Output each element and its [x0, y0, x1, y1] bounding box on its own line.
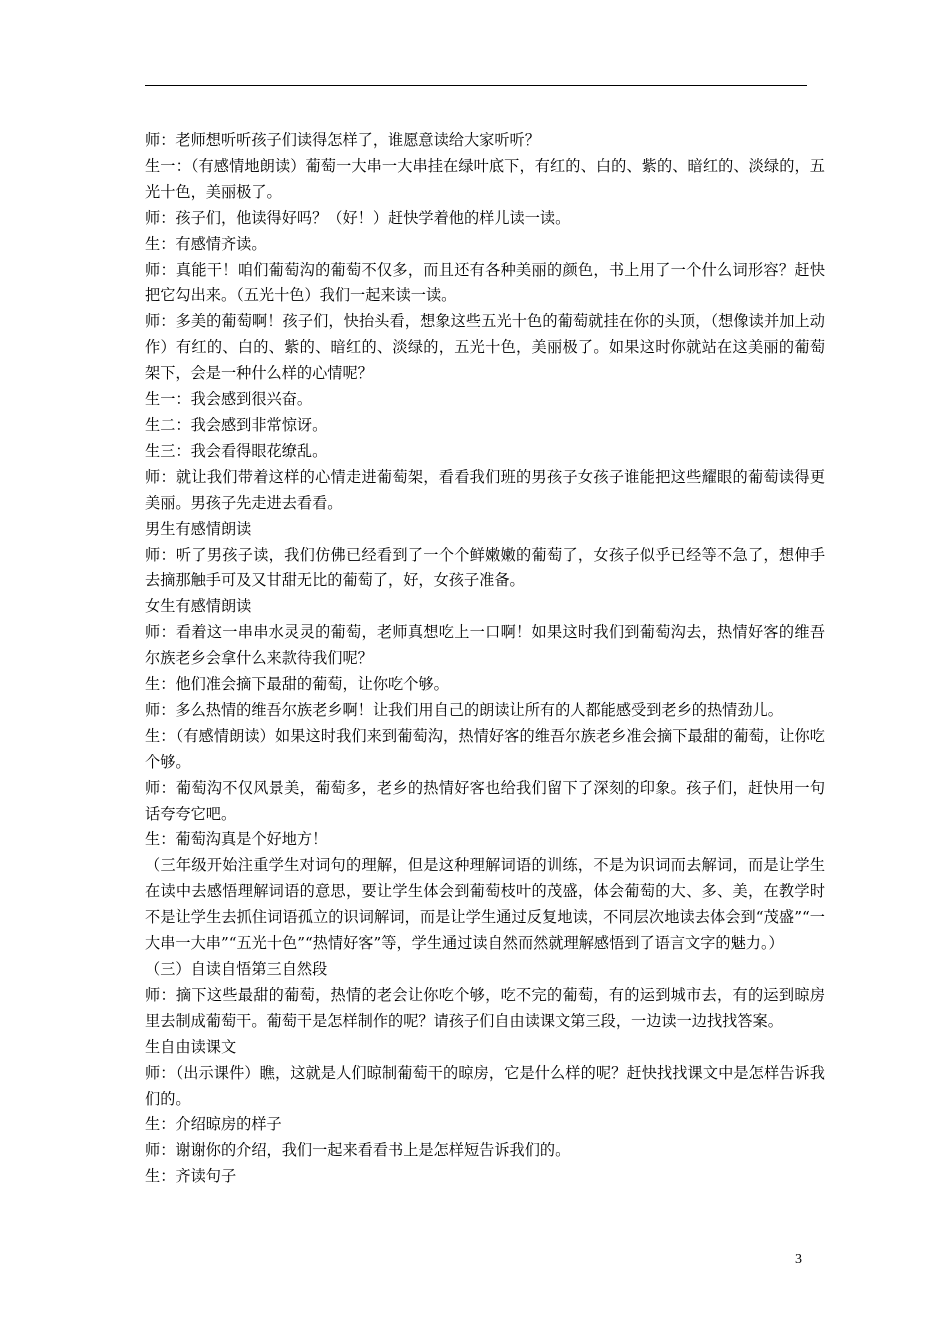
section-heading: （三）自读自悟第三自然段	[145, 960, 328, 978]
paragraph: 生一：（有感情地朗读）葡萄一大串一大串挂在绿叶底下，有红的、白的、紫的、暗红的、淡绿的，五光十色，美丽极了。	[145, 156, 825, 201]
paragraph: 女生有感情朗读	[145, 597, 252, 616]
paragraph: 生：介绍晾房的样子	[145, 1115, 282, 1134]
paragraph: 师：（出示课件）瞧，这就是人们晾制葡萄干的晾房，它是什么样的呢？赶快找找课文中是怎样告诉我们的。	[145, 1063, 825, 1108]
paragraph: 师：多么热情的维吾尔族老乡啊！让我们用自己的朗读让所有的人都能感受到老乡的热情劲儿。	[145, 700, 783, 719]
paragraph: 生二：我会感到非常惊讶。	[145, 415, 328, 434]
paragraph: 生一：我会感到很兴奋。	[145, 390, 313, 409]
paragraph: 师：摘下这些最甜的葡萄，热情的老会让你吃个够，吃不完的葡萄，有的运到城市去，有的运到晾房里去制成葡萄干。葡萄干是怎样制作的呢？请孩子们自由读课文第三段，一边读一边找找答案。	[145, 985, 825, 1030]
paragraph: 生：有感情齐读。	[145, 234, 267, 253]
document-body	[145, 128, 825, 1190]
page-number: 3	[795, 1252, 802, 1267]
paragraph: 生：（有感情朗读）如果这时我们来到葡萄沟，热情好客的维吾尔族老乡准会摘下最甜的葡萄，让你吃个够。	[145, 726, 825, 771]
paragraph: 生：齐读句子	[145, 1167, 237, 1186]
paragraph: 师：孩子们，他读得好吗？（好！）赶快学着他的样儿读一读。	[145, 208, 571, 227]
paragraph: 师：谢谢你的介绍，我们一起来看看书上是怎样短告诉我们的。	[145, 1141, 571, 1160]
paragraph: 师：老师想听听孩子们读得怎样了，谁愿意读给大家听听？	[145, 131, 540, 149]
paragraph: 师：就让我们带着这样的心情走进葡萄架，看看我们班的男孩子女孩子谁能把这些耀眼的葡萄读得更美丽。男孩子先走进去看看。	[145, 467, 825, 512]
paragraph: 师：看着这一串串水灵灵的葡萄，老师真想吃上一口啊！如果这时我们到葡萄沟去，热情好客的维吾尔族老乡会拿什么来款待我们呢？	[145, 623, 825, 668]
paragraph: 师：听了男孩子读，我们仿佛已经看到了一个个鲜嫩嫩的葡萄了，女孩子似乎已经等不急了，想伸手去摘那触手可及又甘甜无比的葡萄了，好，女孩子准备。	[145, 545, 825, 590]
paragraph: 生三：我会看得眼花缭乱。	[145, 441, 328, 460]
paragraph: 师：真能干！咱们葡萄沟的葡萄不仅多，而且还有各种美丽的颜色，书上用了一个什么词形容？赶快把它勾出来。（五光十色）我们一起来读一读。	[145, 260, 825, 305]
paragraph: 男生有感情朗读	[145, 519, 252, 538]
paragraph: 生自由读课文	[145, 1037, 237, 1056]
paragraph: 生：葡萄沟真是个好地方！	[145, 830, 328, 849]
paragraph: 师：葡萄沟不仅风景美，葡萄多，老乡的热情好客也给我们留下了深刻的印象。孩子们，赶快用一句话夸夸它吧。	[145, 778, 825, 823]
header-rule	[145, 85, 807, 86]
paragraph: 生：他们准会摘下最甜的葡萄，让你吃个够。	[145, 675, 449, 694]
paragraph: （三年级开始注重学生对词句的理解，但是这种理解词语的训练，不是为识词而去解词，而是让学生在读中去感悟理解词语的意思，要让学生体会到葡萄枝叶的茂盛，体会葡萄的大、多、美，在教学时不是让学生去抓住词语孤立的识词解词，而是让学生通过反复地读，不同层次地读去体会到“茂盛”“一大串一大串”“五光十色”“热情好客”等，学生通过读自然而然就理解感悟到了语言文字的魅力。）	[145, 856, 825, 953]
paragraph: 师：多美的葡萄啊！孩子们，快抬头看，想象这些五光十色的葡萄就挂在你的头顶，（想像读并加上动作）有红的、白的、紫的、暗红的、淡绿的，五光十色，美丽极了。如果这时你就站在这美丽的葡萄架下，会是一种什么样的心情呢？	[145, 312, 825, 383]
